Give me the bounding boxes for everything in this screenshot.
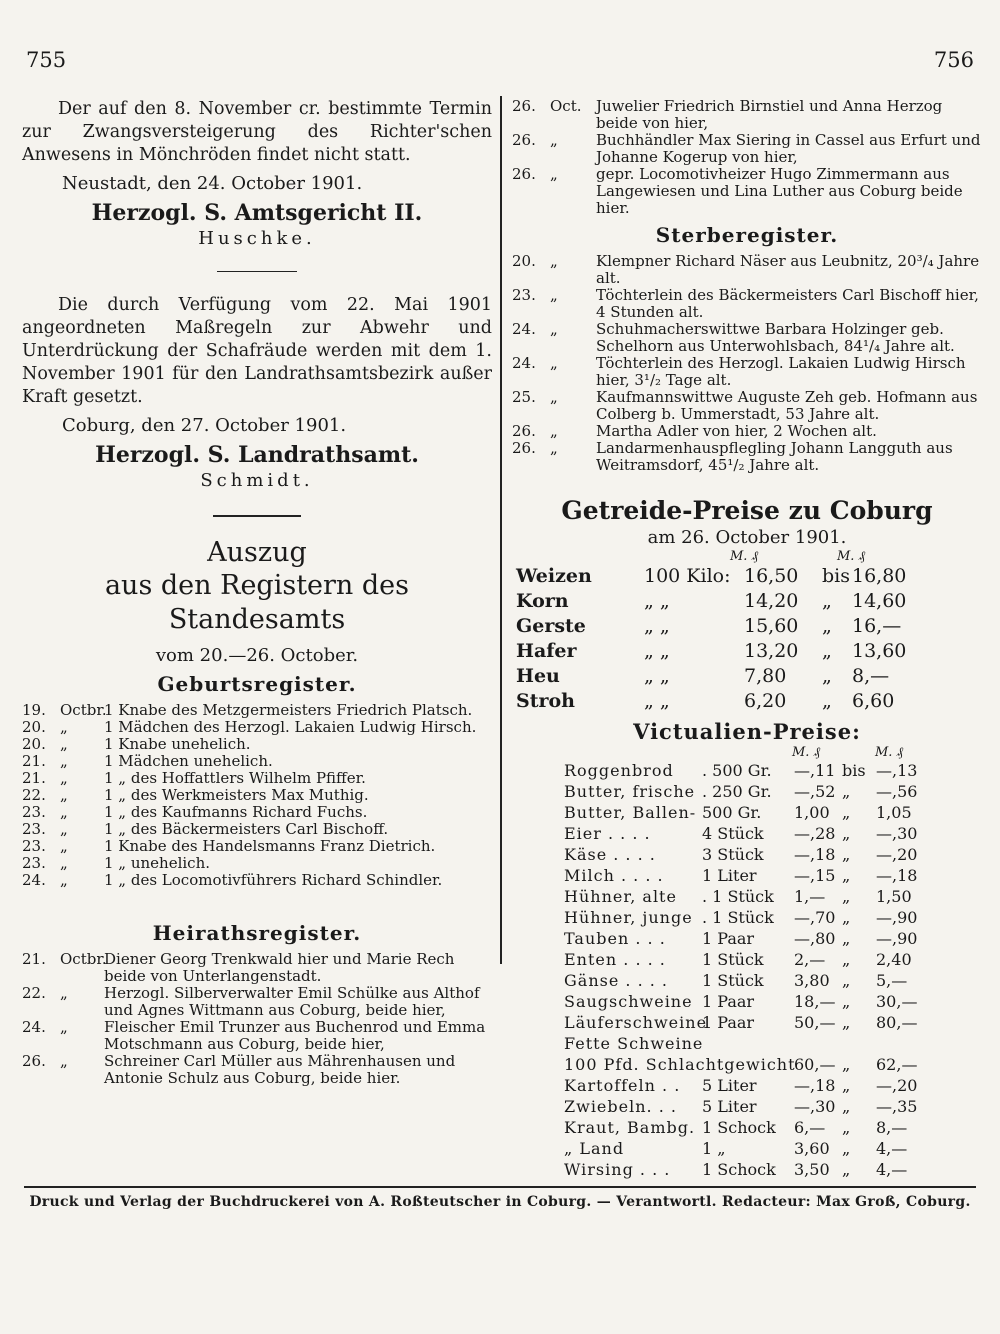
notice-sheep-place: Coburg, den 27. October 1901. — [62, 415, 347, 436]
entry-text: 1 Knabe des Handelsmanns Franz Dietrich. — [104, 837, 436, 855]
price-separator: „ — [822, 640, 832, 662]
price-quantity: „ „ — [644, 590, 670, 612]
entry-text: Martha Adler von hier, 2 Wochen alt. — [596, 422, 877, 440]
entry-day: 25. — [512, 388, 536, 406]
price-item-name: Tauben . . . — [564, 929, 666, 948]
victual-price-row — [512, 761, 982, 782]
price-quantity: 5 Liter — [702, 1097, 757, 1116]
entry-month: „ — [550, 286, 558, 304]
death-entry — [512, 355, 982, 389]
births-heading: Geburtsregister. — [157, 672, 357, 696]
entry-month: „ — [550, 422, 558, 440]
marriage-entry — [22, 951, 492, 985]
price-item-name: „ Land — [564, 1139, 625, 1158]
entry-day: 22. — [22, 786, 46, 804]
marriages-heading: Heirathsregister. — [152, 921, 362, 945]
grain-prices-title: Getreide-Preise zu Coburg — [561, 496, 933, 525]
register-title: Auszug — [207, 537, 307, 568]
price-separator: „ — [842, 845, 851, 864]
victual-price-row — [512, 1160, 982, 1181]
death-entry — [512, 389, 982, 423]
price-high: 30,— — [876, 992, 918, 1011]
price-quantity: „ „ — [644, 690, 670, 712]
price-item-name: Stroh — [516, 690, 575, 712]
entry-month: „ — [550, 439, 558, 457]
price-separator: „ — [842, 1118, 851, 1137]
entry-day: 24. — [22, 871, 46, 889]
birth-entry — [22, 838, 492, 855]
entry-text: Kaufmannswittwe Auguste Zeh geb. Hofmann aus Colberg b. Ummerstadt, 53 Jahre alt. — [596, 388, 978, 423]
unit-label: M. ₰ — [730, 549, 759, 564]
price-low: —,15 — [794, 866, 836, 885]
entry-month: „ — [550, 165, 558, 183]
victual-price-row — [512, 1034, 982, 1055]
victual-price-row — [512, 929, 982, 950]
victual-price-row — [512, 1013, 982, 1034]
price-item-name: Milch . . . . — [564, 866, 664, 885]
price-high: —,56 — [876, 782, 918, 801]
price-low: 14,20 — [744, 590, 799, 612]
price-separator: „ — [842, 824, 851, 843]
price-separator: bis — [842, 761, 866, 780]
marriages-continued-list — [512, 98, 982, 217]
imprint-footer: Druck und Verlag der Buchdruckerei von A. Roßteutscher in Coburg. — Verantwortl. Redacteur: Max Groß, Coburg. — [29, 1194, 971, 1210]
price-quantity: 1 Paar — [702, 929, 755, 948]
price-separator: „ — [822, 665, 832, 687]
grain-unit-row — [512, 548, 982, 565]
birth-entry — [22, 855, 492, 872]
price-quantity: 3 Stück — [702, 845, 764, 864]
marriage-entry — [22, 1053, 492, 1087]
victual-price-row — [512, 887, 982, 908]
price-item-name: Gerste — [516, 615, 586, 637]
entry-month: „ — [550, 131, 558, 149]
right-column — [512, 98, 982, 1181]
entry-text: 1 „ des Hoffattlers Wilhelm Pfiffer. — [104, 769, 366, 787]
price-high: 1,05 — [876, 803, 912, 822]
victual-price-row — [512, 1097, 982, 1118]
price-separator: „ — [842, 866, 851, 885]
entry-day: 19. — [22, 701, 46, 719]
entry-month: „ — [60, 803, 68, 821]
price-high: —,20 — [876, 845, 918, 864]
entry-month: „ — [550, 252, 558, 270]
victual-price-row — [512, 1055, 982, 1076]
entry-day: 20. — [512, 252, 536, 270]
entry-day: 26. — [512, 165, 536, 183]
entry-day: 20. — [22, 735, 46, 753]
price-separator: „ — [842, 992, 851, 1011]
notice-sheep-text: Die durch Verfügung vom 22. Mai 1901 angeordneten Maßregeln zur Abwehr und Unterdrückung der Schafräude werden mit dem 1. November 1901 für den Landrathsamtsbezirk außer Kraft gesetzt. — [22, 295, 492, 407]
price-quantity: 1 Liter — [702, 866, 757, 885]
price-quantity: „ „ — [644, 665, 670, 687]
entry-text: Schuhmacherswittwe Barbara Holzinger geb. Schelhorn aus Unterwohlsbach, 84¹/₄ Jahre alt. — [596, 320, 955, 355]
price-item-name: Butter, frische — [564, 782, 696, 801]
entry-day: 23. — [22, 803, 46, 821]
birth-entry — [22, 753, 492, 770]
notice-auction-text: Der auf den 8. November cr. bestimmte Termin zur Zwangsversteigerung des Richter'schen Anwesens in Mönchröden findet nicht statt. — [22, 99, 492, 165]
price-low: 1,— — [794, 887, 826, 906]
victual-price-row — [512, 971, 982, 992]
entry-text: Klempner Richard Näser aus Leubnitz, 20³/₄ Jahre alt. — [596, 252, 980, 287]
price-item-name: Gänse . . . . — [564, 971, 668, 990]
price-high: —,90 — [876, 929, 918, 948]
price-quantity: 1 Schock — [702, 1160, 776, 1179]
entry-text: 1 „ des Kaufmanns Richard Fuchs. — [104, 803, 368, 821]
price-low: —,28 — [794, 824, 836, 843]
price-low: 60,— — [794, 1055, 836, 1074]
entry-text: 1 Mädchen des Herzogl. Lakaien Ludwig Hirsch. — [104, 718, 477, 736]
price-item-name: Roggenbrod — [564, 761, 674, 780]
register-subtitle: aus den Registern des Standesamts — [104, 570, 410, 635]
price-item-name: Heu — [516, 665, 560, 687]
page-number-right: 756 — [933, 48, 974, 72]
entry-month: „ — [550, 388, 558, 406]
price-item-name: Eier . . . . — [564, 824, 651, 843]
notice-auction-authority: Herzogl. S. Amtsgericht II. — [91, 200, 423, 226]
entry-day: 26. — [512, 439, 536, 457]
victual-price-row — [512, 803, 982, 824]
price-item-name: Saugschweine — [564, 992, 693, 1011]
marriages-list — [22, 951, 492, 1087]
price-low: —,30 — [794, 1097, 836, 1116]
grain-price-row — [512, 590, 982, 615]
victual-price-row — [512, 1118, 982, 1139]
birth-entry — [22, 804, 492, 821]
price-low: 2,— — [794, 950, 826, 969]
entry-month: Octbr. — [60, 950, 107, 968]
price-quantity: 500 Gr. — [702, 803, 762, 822]
death-entry — [512, 440, 982, 474]
death-entry — [512, 321, 982, 355]
entry-day: 23. — [22, 854, 46, 872]
births-list — [22, 702, 492, 889]
entry-day: 21. — [22, 950, 46, 968]
price-high: —,90 — [876, 908, 918, 927]
victual-price-row — [512, 866, 982, 887]
left-column — [22, 98, 492, 1087]
price-item-name: Läuferschweine — [564, 1013, 708, 1032]
notice-auction-place: Neustadt, den 24. October 1901. — [62, 173, 363, 194]
entry-text: 1 „ des Locomotivführers Richard Schindler. — [104, 871, 443, 889]
price-quantity: 5 Liter — [702, 1076, 757, 1095]
victual-price-row — [512, 1139, 982, 1160]
birth-entry — [22, 736, 492, 753]
victuals-prices-table — [512, 761, 982, 1181]
entry-day: 22. — [22, 984, 46, 1002]
entry-text: Fleischer Emil Trunzer aus Buchenrod und Emma Motschmann aus Coburg, beide hier, — [104, 1018, 486, 1053]
price-low: —,18 — [794, 845, 836, 864]
entry-text: Landarmenhauspflegling Johann Langguth aus Weitramsdorf, 45¹/₂ Jahre alt. — [596, 439, 953, 474]
entry-text: 1 „ des Bäckermeisters Carl Bischoff. — [104, 820, 389, 838]
price-high: 8,— — [876, 1118, 908, 1137]
entry-day: 23. — [22, 837, 46, 855]
price-low: 16,50 — [744, 565, 799, 587]
price-item-name: Weizen — [516, 565, 592, 587]
price-high: 6,60 — [852, 690, 895, 712]
entry-month: „ — [550, 320, 558, 338]
price-high: 4,— — [876, 1139, 908, 1158]
price-high: 2,40 — [876, 950, 912, 969]
marriage-entry — [512, 132, 982, 166]
grain-price-row — [512, 665, 982, 690]
price-separator: „ — [822, 590, 832, 612]
price-high: 8,— — [852, 665, 890, 687]
price-separator: „ — [842, 929, 851, 948]
entry-month: „ — [60, 854, 68, 872]
price-low: 3,80 — [794, 971, 830, 990]
price-high: —,35 — [876, 1097, 918, 1116]
price-high: 80,— — [876, 1013, 918, 1032]
notice-sheep-authority: Herzogl. S. Landrathsamt. — [95, 442, 419, 468]
price-separator: „ — [822, 615, 832, 637]
entry-text: 1 „ unehelich. — [104, 854, 211, 872]
grain-price-row — [512, 640, 982, 665]
price-quantity: . 1 Stück — [702, 887, 774, 906]
death-entry — [512, 287, 982, 321]
price-separator: „ — [842, 887, 851, 906]
price-low: 13,20 — [744, 640, 799, 662]
entry-day: 24. — [512, 320, 536, 338]
victual-price-row — [512, 845, 982, 866]
entry-text: Schreiner Carl Müller aus Mährenhausen und Antonie Schulz aus Coburg, beide hier. — [104, 1052, 456, 1087]
entry-month: „ — [60, 871, 68, 889]
price-low: 50,— — [794, 1013, 836, 1032]
price-quantity: „ „ — [644, 640, 670, 662]
entry-text: gepr. Locomotivheizer Hugo Zimmermann aus Langewiesen und Lina Luther aus Coburg beide hier. — [596, 165, 963, 217]
price-item-name: Zwiebeln. . . — [564, 1097, 677, 1116]
grain-prices-table — [512, 565, 982, 715]
price-low: 18,— — [794, 992, 836, 1011]
entry-day: 26. — [22, 1052, 46, 1070]
price-quantity: 1 „ — [702, 1139, 726, 1158]
entry-month: „ — [60, 735, 68, 753]
entry-day: 24. — [22, 1018, 46, 1036]
marriage-entry — [22, 985, 492, 1019]
price-low: 7,80 — [744, 665, 787, 687]
price-high: —,13 — [876, 761, 918, 780]
price-low: 6,20 — [744, 690, 787, 712]
price-item-name: Korn — [516, 590, 569, 612]
price-separator: „ — [842, 950, 851, 969]
birth-entry — [22, 702, 492, 719]
price-item-name: Hühner, junge — [564, 908, 693, 927]
entry-month: „ — [60, 1018, 68, 1036]
entry-day: 26. — [512, 97, 536, 115]
entry-text: Diener Georg Trenkwald hier und Marie Rech beide von Unterlangenstadt. — [104, 950, 455, 985]
entry-month: „ — [60, 786, 68, 804]
price-quantity: . 250 Gr. — [702, 782, 772, 801]
price-high: —,20 — [876, 1076, 918, 1095]
price-separator: „ — [842, 1097, 851, 1116]
entry-text: 1 Knabe des Metzgermeisters Friedrich Platsch. — [104, 701, 473, 719]
price-item-name: Kartoffeln . . — [564, 1076, 681, 1095]
price-quantity: . 500 Gr. — [702, 761, 772, 780]
price-high: 4,— — [876, 1160, 908, 1179]
price-separator: „ — [842, 1160, 851, 1179]
price-separator: „ — [842, 971, 851, 990]
price-low: 15,60 — [744, 615, 799, 637]
birth-entry — [22, 719, 492, 736]
price-quantity: 1 Schock — [702, 1118, 776, 1137]
price-quantity: . 1 Stück — [702, 908, 774, 927]
notice-auction-signature: Huschke. — [198, 228, 316, 249]
price-separator: „ — [842, 803, 851, 822]
birth-entry — [22, 821, 492, 838]
victual-price-row — [512, 824, 982, 845]
grain-price-row — [512, 690, 982, 715]
entry-text: 1 „ des Werkmeisters Max Muthig. — [104, 786, 369, 804]
entry-month: „ — [60, 769, 68, 787]
entry-text: 1 Mädchen unehelich. — [104, 752, 273, 770]
notice-sheep-signature: Schmidt. — [200, 470, 314, 491]
price-item-name: Käse . . . . — [564, 845, 656, 864]
entry-month: „ — [550, 354, 558, 372]
price-quantity: 1 Paar — [702, 992, 755, 1011]
page-number-left: 755 — [26, 48, 67, 72]
footer-rule — [24, 1186, 976, 1188]
entry-month: „ — [60, 820, 68, 838]
price-item-name: Fette Schweine — [564, 1034, 704, 1053]
price-separator: „ — [842, 1013, 851, 1032]
entry-day: 26. — [512, 422, 536, 440]
price-separator: „ — [842, 782, 851, 801]
price-low: —,52 — [794, 782, 836, 801]
marriage-entry — [512, 98, 982, 132]
price-separator: „ — [842, 908, 851, 927]
grain-prices-date: am 26. October 1901. — [647, 527, 847, 548]
victual-price-row — [512, 1076, 982, 1097]
deaths-heading: Sterberegister. — [655, 223, 839, 247]
price-low: —,18 — [794, 1076, 836, 1095]
price-low: 1,00 — [794, 803, 830, 822]
price-high: —,30 — [876, 824, 918, 843]
grain-price-row — [512, 565, 982, 590]
entry-text: Herzogl. Silberverwalter Emil Schülke aus Althof und Agnes Wittmann aus Coburg, beide hier, — [104, 984, 480, 1019]
entry-day: 21. — [22, 769, 46, 787]
victuals-unit-row — [512, 744, 982, 761]
birth-entry — [22, 787, 492, 804]
entry-day: 21. — [22, 752, 46, 770]
price-high: 16,— — [852, 615, 902, 637]
price-quantity: 100 Kilo: — [644, 565, 731, 587]
entry-month: Oct. — [550, 97, 582, 115]
price-separator: „ — [842, 1055, 851, 1074]
entry-day: 20. — [22, 718, 46, 736]
entry-day: 23. — [512, 286, 536, 304]
price-quantity: 1 Stück — [702, 971, 764, 990]
price-item-name: Hafer — [516, 640, 577, 662]
death-entry — [512, 253, 982, 287]
deaths-list — [512, 253, 982, 474]
unit-label: M. ₰ — [875, 745, 904, 760]
price-high: 5,— — [876, 971, 908, 990]
register-date: vom 20.—26. October. — [155, 645, 359, 666]
unit-label: M. ₰ — [792, 745, 821, 760]
price-item-name: Hühner, alte — [564, 887, 677, 906]
price-high: 1,50 — [876, 887, 912, 906]
price-high: —,18 — [876, 866, 918, 885]
price-item-name: Enten . . . . — [564, 950, 666, 969]
price-separator: „ — [842, 1076, 851, 1095]
price-quantity: 1 Stück — [702, 950, 764, 969]
price-low: —,70 — [794, 908, 836, 927]
entry-month: „ — [60, 837, 68, 855]
price-high: 62,— — [876, 1055, 918, 1074]
entry-text: Juwelier Friedrich Birnstiel und Anna Herzog beide von hier, — [596, 97, 943, 132]
birth-entry — [22, 770, 492, 787]
price-item-name: Kraut, Bambg. — [564, 1118, 696, 1137]
price-low: 3,50 — [794, 1160, 830, 1179]
price-quantity: 1 Paar — [702, 1013, 755, 1032]
price-high: 16,80 — [852, 565, 907, 587]
victual-price-row — [512, 908, 982, 929]
entry-day: 24. — [512, 354, 536, 372]
unit-label: M. ₰ — [837, 549, 866, 564]
price-low: —,80 — [794, 929, 836, 948]
separator-rule — [217, 271, 297, 272]
entry-text: 1 Knabe unehelich. — [104, 735, 251, 753]
price-separator: „ — [822, 690, 832, 712]
price-item-name: Butter, Ballen- — [564, 803, 697, 822]
price-low: —,11 — [794, 761, 836, 780]
price-item-name: 100 Pfd. Schlachtgewicht — [564, 1055, 796, 1074]
victual-price-row — [512, 992, 982, 1013]
marriage-entry — [512, 166, 982, 217]
marriage-entry — [22, 1019, 492, 1053]
entry-month: „ — [60, 718, 68, 736]
victual-price-row — [512, 782, 982, 803]
entry-month: „ — [60, 1052, 68, 1070]
price-item-name: Wirsing . . . — [564, 1160, 671, 1179]
separator-rule-bold — [213, 515, 301, 517]
entry-month: Octbr. — [60, 701, 107, 719]
price-high: 14,60 — [852, 590, 907, 612]
price-quantity: 4 Stück — [702, 824, 764, 843]
entry-day: 26. — [512, 131, 536, 149]
column-divider — [500, 96, 502, 964]
entry-text: Töchterlein des Bäckermeisters Carl Bischoff hier, 4 Stunden alt. — [596, 286, 979, 321]
death-entry — [512, 423, 982, 440]
price-separator: bis — [822, 565, 850, 587]
price-low: 3,60 — [794, 1139, 830, 1158]
entry-day: 23. — [22, 820, 46, 838]
price-low: 6,— — [794, 1118, 826, 1137]
price-quantity: „ „ — [644, 615, 670, 637]
victuals-prices-title: Victualien-Preise: — [633, 719, 861, 744]
entry-text: Töchterlein des Herzogl. Lakaien Ludwig Hirsch hier, 3¹/₂ Tage alt. — [596, 354, 966, 389]
entry-text: Buchhändler Max Siering in Cassel aus Erfurt und Johanne Kogerup von hier, — [596, 131, 981, 166]
price-separator: „ — [842, 1139, 851, 1158]
grain-price-row — [512, 615, 982, 640]
price-high: 13,60 — [852, 640, 907, 662]
entry-month: „ — [60, 752, 68, 770]
entry-month: „ — [60, 984, 68, 1002]
birth-entry — [22, 872, 492, 889]
victual-price-row — [512, 950, 982, 971]
